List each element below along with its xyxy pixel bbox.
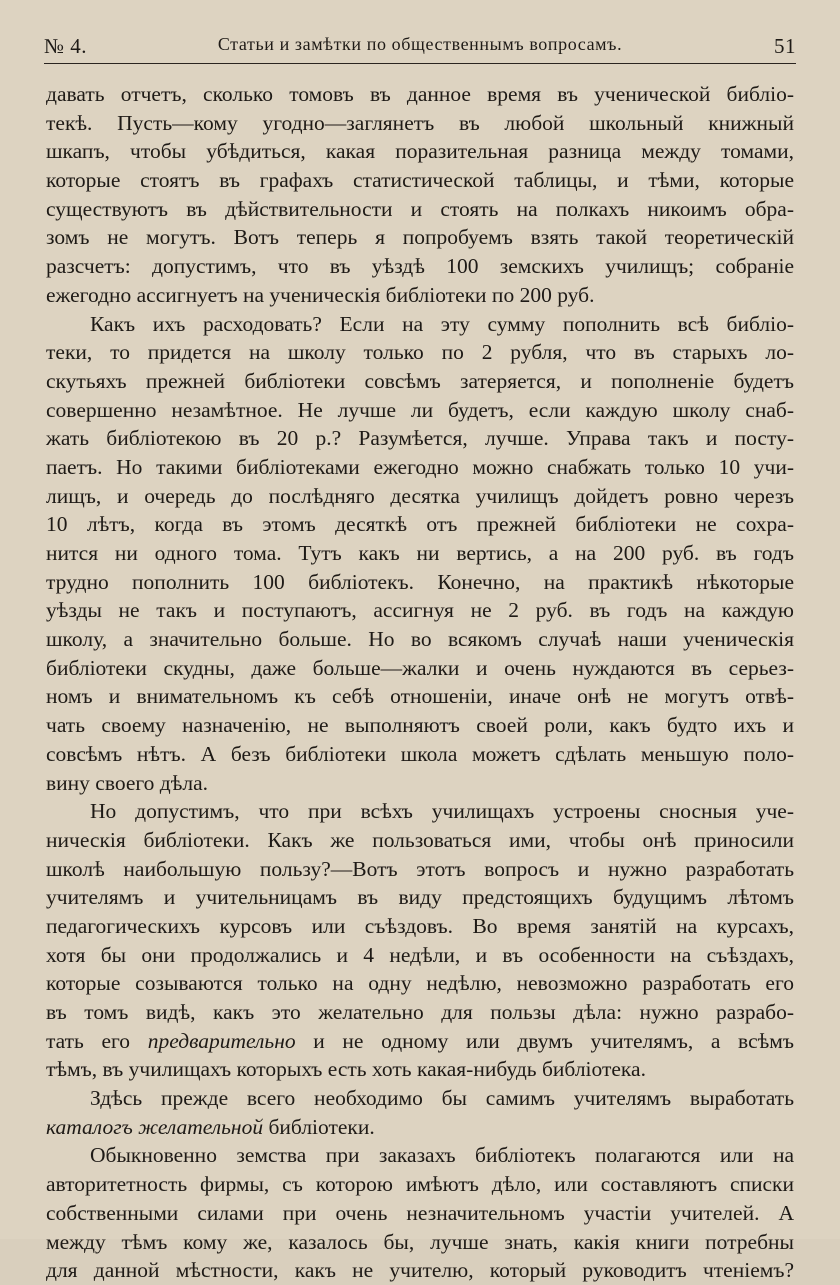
text-line: давать отчетъ, сколько томовъ въ данное время въ ученической библіо- — [46, 82, 794, 106]
text-line: паетъ. Но такими библіотеками ежегодно можно снабжать только 10 учи- — [46, 454, 794, 479]
text-line: которые созываются только на одну недѣлю, невозможно разработать его — [46, 971, 794, 996]
emphasis: каталогъ желательной — [46, 1114, 264, 1139]
text-line: существуютъ въ дѣйствительности и стоять на полкахъ никоимъ обра- — [46, 196, 794, 221]
text-line: трудно пополнить 100 библіотекъ. Конечно, на практикѣ нѣкоторые — [46, 569, 794, 594]
issue-number: № 4. — [44, 34, 88, 58]
text-line — [46, 1027, 794, 1056]
text-segment: библіотеки. — [263, 1114, 375, 1139]
text-line: ежегодно ассигнуетъ на ученическія библіотеки по 200 руб. — [46, 282, 595, 307]
text-line: Какъ ихъ расходовать? Если на эту сумму пополнить всѣ библіо- — [90, 311, 794, 336]
text-line: номъ и внимательномъ къ себѣ отношеніи, иначе онѣ не могутъ отвѣ- — [46, 684, 794, 709]
text-line: между тѣмъ кому же, казалось бы, лучше знать, какія книги потребны — [46, 1229, 794, 1254]
running-header — [44, 30, 796, 62]
text-line: тѣмъ, въ училищахъ которыхъ есть хоть какая-нибудь библіотека. — [46, 1057, 646, 1082]
page-number: 51 — [774, 34, 796, 58]
text-line: школѣ наибольшую пользу?—Вотъ этотъ вопросъ и нужно разработать — [46, 856, 794, 881]
text-line: собственными силами при очень незначительномъ участіи учителей. А — [46, 1200, 794, 1225]
text-line: совсѣмъ нѣтъ. А безъ библіотеки школа можетъ сдѣлать меньшую поло- — [46, 741, 794, 766]
text-line: нится ни одного тома. Тутъ какъ ни вертись, а на 200 руб. въ годъ — [46, 541, 794, 565]
text-line: жать библіотекою въ 20 р.? Разумѣется, лучше. Управа такъ и посту- — [46, 426, 794, 451]
text-line: Обыкновенно земства при заказахъ библіотекъ полагаются или на — [90, 1143, 794, 1168]
text-line: вину своего дѣла. — [46, 770, 209, 795]
text-line: ническія библіотеки. Какъ же пользоваться ими, чтобы онѣ приносили — [46, 827, 794, 852]
text-line: Здѣсь прежде всего необходимо бы самимъ учителямъ выработать — [90, 1086, 794, 1111]
text-line: чать своему назначенію, не выполняютъ своей роли, какъ будто ихъ и — [46, 713, 794, 738]
header-rule — [44, 63, 796, 64]
text-line: учителямъ и учительницамъ въ виду предстоящихъ будущимъ лѣтомъ — [46, 885, 794, 910]
running-title: Статьи и замѣтки по общественнымъ вопросамъ. — [217, 34, 623, 54]
text-line: хотя бы они продолжались и 4 недѣли, и въ особенности на съѣздахъ, — [46, 942, 794, 967]
text-line: авторитетность фирмы, съ которою имѣютъ дѣло, или составляютъ списки — [46, 1172, 794, 1197]
text-line: теки, то придется на школу только по 2 рубля, что въ старыхъ ло- — [46, 340, 794, 365]
text-line: зомъ не могутъ. Вотъ теперь я попробуемъ взять такой теоретическій — [46, 225, 794, 250]
text-line: Но допустимъ, что при всѣхъ училищахъ устроены сносныя уче- — [90, 799, 794, 824]
text-line: текѣ. Пусть—кому угодно—заглянетъ въ любой школьный книжный — [46, 110, 794, 135]
text-segment: тать его — [46, 1028, 148, 1053]
text-line: разсчетъ: допустимъ, что въ уѣздѣ 100 земскихъ училищъ; собраніе — [46, 254, 794, 279]
text-line: уѣзды не такъ и поступаютъ, ассигнуя не 2 руб. въ годъ на каждую — [46, 598, 794, 623]
text-line: библіотеки скудны, даже больше—жалки и очень нуждаются въ серьез- — [46, 655, 794, 680]
text-line: скутьяхъ прежней библіотеки совсѣмъ затеряется, и пополненіе будетъ — [46, 368, 794, 393]
text-line: совершенно незамѣтное. Не лучше ли будетъ, если каждую школу снаб- — [46, 397, 794, 422]
text-line: 10 лѣтъ, когда въ этомъ десяткѣ отъ прежней библіотеки не сохра- — [46, 512, 794, 537]
text-segment: и не одному или двумъ учителямъ, а всѣмъ — [295, 1028, 795, 1053]
text-line: шкапъ, чтобы убѣдиться, какая поразительная разница между томами, — [46, 139, 794, 164]
text-line — [46, 1113, 794, 1142]
body-text — [46, 80, 794, 1285]
text-line: которые стоятъ въ графахъ статистической таблицы, и тѣми, которые — [46, 168, 794, 193]
text-line: школу, а значительно больше. Но во всякомъ случаѣ наши ученическія — [46, 627, 794, 652]
text-line: лищъ, и очередь до послѣдняго десятка училищъ дойдетъ ровно черезъ — [46, 483, 794, 508]
text-line: для данной мѣстности, какъ не учителю, который руководитъ чтеніемъ? — [46, 1258, 794, 1283]
text-line: въ томъ видѣ, какъ это желательно для пользы дѣла: нужно разрабо- — [46, 1000, 794, 1024]
text-line: педагогическихъ курсовъ или съѣздовъ. Во время занятій на курсахъ, — [46, 913, 794, 938]
emphasis: предварительно — [147, 1028, 296, 1053]
